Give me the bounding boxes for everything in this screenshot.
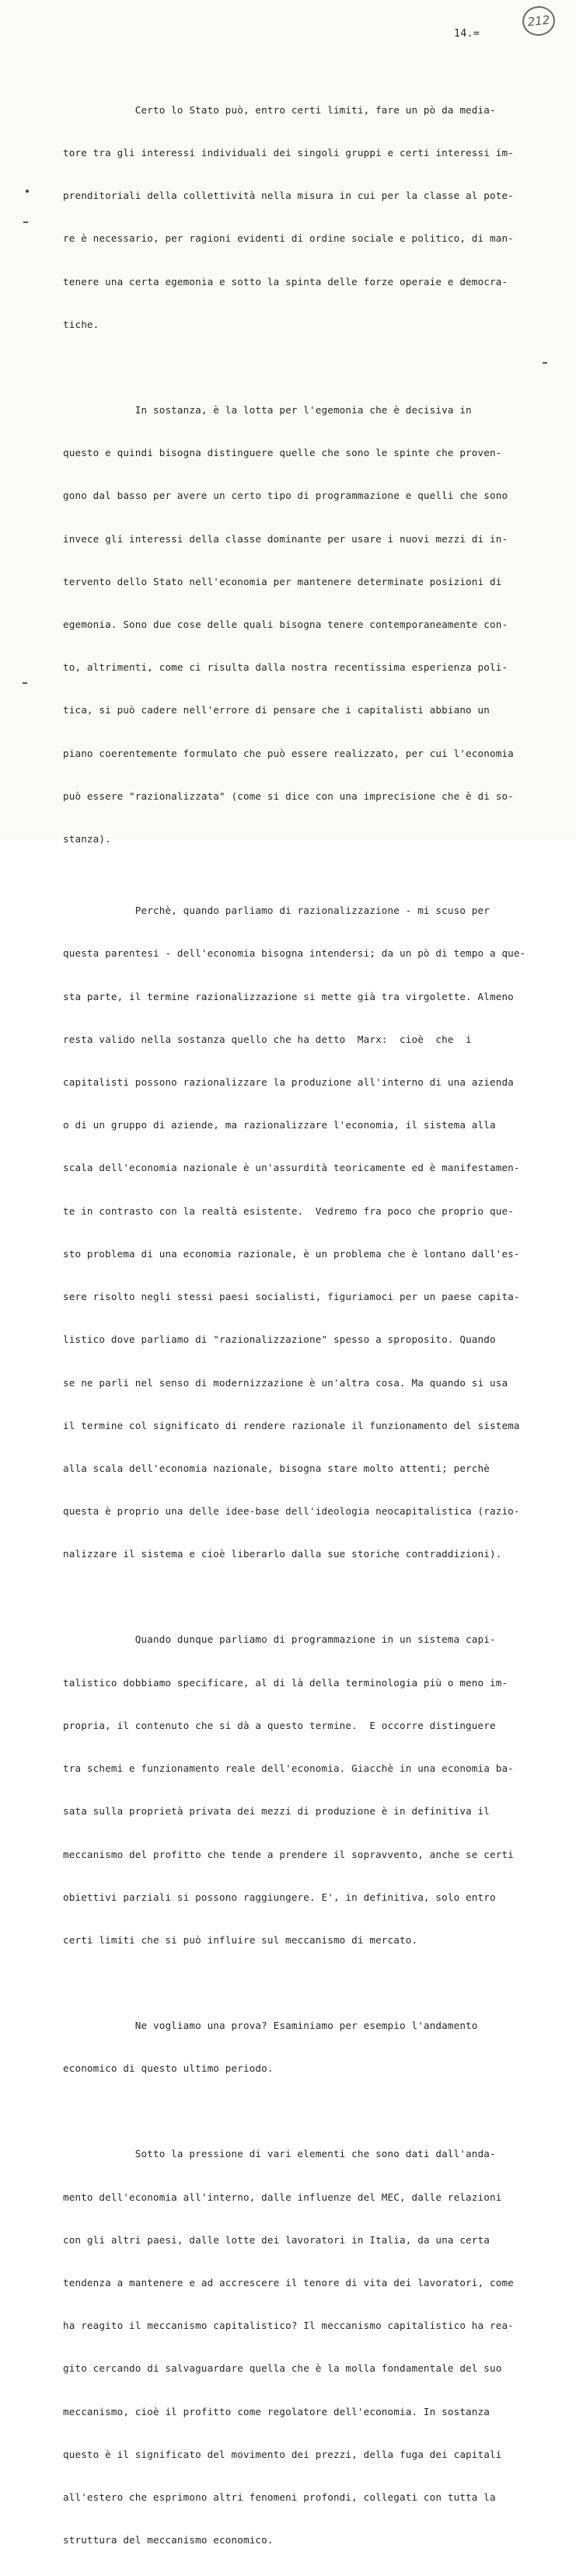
text-line: re è necessario, per ragioni evidenti di ordine sociale e politico, di man- xyxy=(63,232,514,245)
page-number: 14.= xyxy=(454,28,480,40)
text-line: Ne vogliamo una prova? Esaminiamo per esempio l'andamento xyxy=(63,2020,478,2032)
text-line: o di un gruppo di aziende, ma razionalizzare l'economia, il sistema alla xyxy=(63,1119,496,1131)
text-line: tica, si può cadere nell'errore di pensare che i capitalisti abbiano un xyxy=(63,704,490,716)
text-line: sere risolto negli stessi paesi socialisti, figuriamoci per un paese capita- xyxy=(63,1291,520,1303)
paragraph-6 xyxy=(63,2118,529,2576)
margin-dot-mark xyxy=(26,190,29,193)
text-line: stanza). xyxy=(63,833,111,845)
text-line: se ne parli nel senso di modernizzazione è un'altra cosa. Ma quando si usa xyxy=(63,1376,508,1389)
text-line: invece gli interessi della classe dominante per usare i nuovi mezzi di in- xyxy=(63,532,508,545)
paragraph-4 xyxy=(63,1605,529,1977)
text-line: tervento dello Stato nell'economia per mantenere determinate posizioni di xyxy=(63,575,502,587)
text-line: il termine col significato di rendere razionale il funzionamento del sistema xyxy=(63,1419,520,1431)
body-text xyxy=(63,75,529,2576)
text-line: Sotto la pressione di vari elementi che sono dati dall'anda- xyxy=(63,2148,496,2160)
text-line: sta parte, il termine razionalizzazione si mette già tra virgolette. Almeno xyxy=(63,990,514,1002)
paragraph-5 xyxy=(63,1990,529,2104)
text-line: sata sulla proprietà privata dei mezzi di produzione è in definitiva il xyxy=(63,1805,490,1818)
text-line: meccanismo del profitto che tende a prendere il sopravvento, anche se certi xyxy=(63,1848,514,1860)
text-line: tendenza a mantenere e ad accrescere il tenore di vita dei lavoratori, come xyxy=(63,2276,514,2288)
text-line: alla scala dell'economia nazionale, bisogna stare molto attenti; perchè xyxy=(63,1462,490,1474)
margin-dash-mark xyxy=(23,221,28,223)
text-line: piano coerentemente formulato che può essere realizzato, per cui l'economia xyxy=(63,747,514,759)
margin-dash-mark xyxy=(543,362,547,364)
text-line: Certo lo Stato può, entro certi limiti, fare un pò da media- xyxy=(63,103,496,116)
text-line: questa parentesi - dell'economia bisogna intendersi; da un pò di tempo a que- xyxy=(63,947,526,960)
text-line: può essere "razionalizzata" (come si dice con una imprecisione che è di so- xyxy=(63,790,514,802)
text-line: resta valido nella sostanza quello che ha detto Marx: cioè che i xyxy=(63,1033,472,1045)
text-line: to, altrimenti, come ci risulta dalla nostra recentissima esperienza poli- xyxy=(63,661,508,674)
text-line: propria, il contenuto che si dà a questo termine. E occorre distinguere xyxy=(63,1719,496,1731)
text-line: gono dal basso per avere un certo tipo di programmazione e quelli che sono xyxy=(63,490,508,502)
paragraph-3 xyxy=(63,875,529,1590)
text-line: questo è il significato del movimento dei prezzi, della fuga dei capitali xyxy=(63,2448,502,2460)
text-line: nalizzare il sistema e cioè liberarlo dalla sue storiche contraddizioni). xyxy=(63,1548,502,1560)
text-line: In sostanza, è la lotta per l'egemonia che è decisiva in xyxy=(63,403,472,416)
text-line: listico dove parliamo di "razionalizzazione" spesso a sproposito. Quando xyxy=(63,1333,496,1346)
text-line: gito cercando di salvaguardare quella che è la molla fondamentale del suo xyxy=(63,2362,502,2375)
text-line: Quando dunque parliamo di programmazione in un sistema capi- xyxy=(63,1633,496,1646)
text-line: scala dell'economia nazionale è un'assurdità teoricamente ed è manifestamen- xyxy=(63,1162,520,1174)
text-line: te in contrasto con la realtà esistente. Vedremo fra poco che proprio que- xyxy=(63,1204,514,1217)
text-line: Perchè, quando parliamo di razionalizzazione - mi scuso per xyxy=(63,905,490,917)
archive-stamp xyxy=(521,5,557,37)
text-line: mento dell'economia all'interno, dalle influenze del MEC, dalle relazioni xyxy=(63,2191,502,2203)
text-line: struttura del meccanismo economico. xyxy=(63,2534,274,2546)
text-line: tenere una certa egemonia e sotto la spinta delle forze operaie e democra- xyxy=(63,275,508,288)
text-line: all'estero che esprimono altri fenomeni profondi, collegati con tutta la xyxy=(63,2491,496,2504)
text-line: tra schemi e funzionamento reale dell'economia. Giacchè in una economia ba- xyxy=(63,1762,514,1775)
text-line: capitalisti possono razionalizzare la produzione all'interno di una azienda xyxy=(63,1076,514,1089)
stamp-number: 212 xyxy=(526,12,551,30)
text-line: questo e quindi bisogna distinguere quelle che sono le spinte che proven- xyxy=(63,447,502,459)
paragraph-1 xyxy=(63,75,529,361)
text-line: economico di questo ultimo periodo. xyxy=(63,2062,274,2075)
text-line: egemonia. Sono due cose delle quali bisogna tenere contemporaneamente con- xyxy=(63,619,508,631)
text-line: talistico dobbiamo specificare, al di là della terminologia più o meno im- xyxy=(63,1676,508,1689)
text-line: prenditoriali della collettività nella misura in cui per la classe al pote- xyxy=(63,190,514,202)
margin-dash-mark xyxy=(23,682,27,684)
text-line: certi limiti che si può influire sul meccanismo di mercato. xyxy=(63,1934,418,1946)
text-line: tiche. xyxy=(63,318,99,330)
text-line: questa è proprio una delle idee-base dell'ideologia neocapitalistica (razio- xyxy=(63,1505,520,1518)
text-line: ha reagito il meccanismo capitalistico? Il meccanismo capitalistico ha rea- xyxy=(63,2320,514,2332)
text-line: meccanismo, cioè il profitto come regolatore dell'economia. In sostanza xyxy=(63,2405,490,2417)
paragraph-2 xyxy=(63,375,529,875)
text-line: sto problema di una economia razionale, è un problema che è lontano dall'es- xyxy=(63,1247,520,1260)
text-line: con gli altri paesi, dalle lotte dei lavoratori in Italia, da una certa xyxy=(63,2233,490,2246)
text-line: tore tra gli interessi individuali dei singoli gruppi e certi interessi im- xyxy=(63,147,514,159)
text-line: obiettivi parziali si possono raggiungere. E', in definitiva, solo entro xyxy=(63,1891,496,1903)
